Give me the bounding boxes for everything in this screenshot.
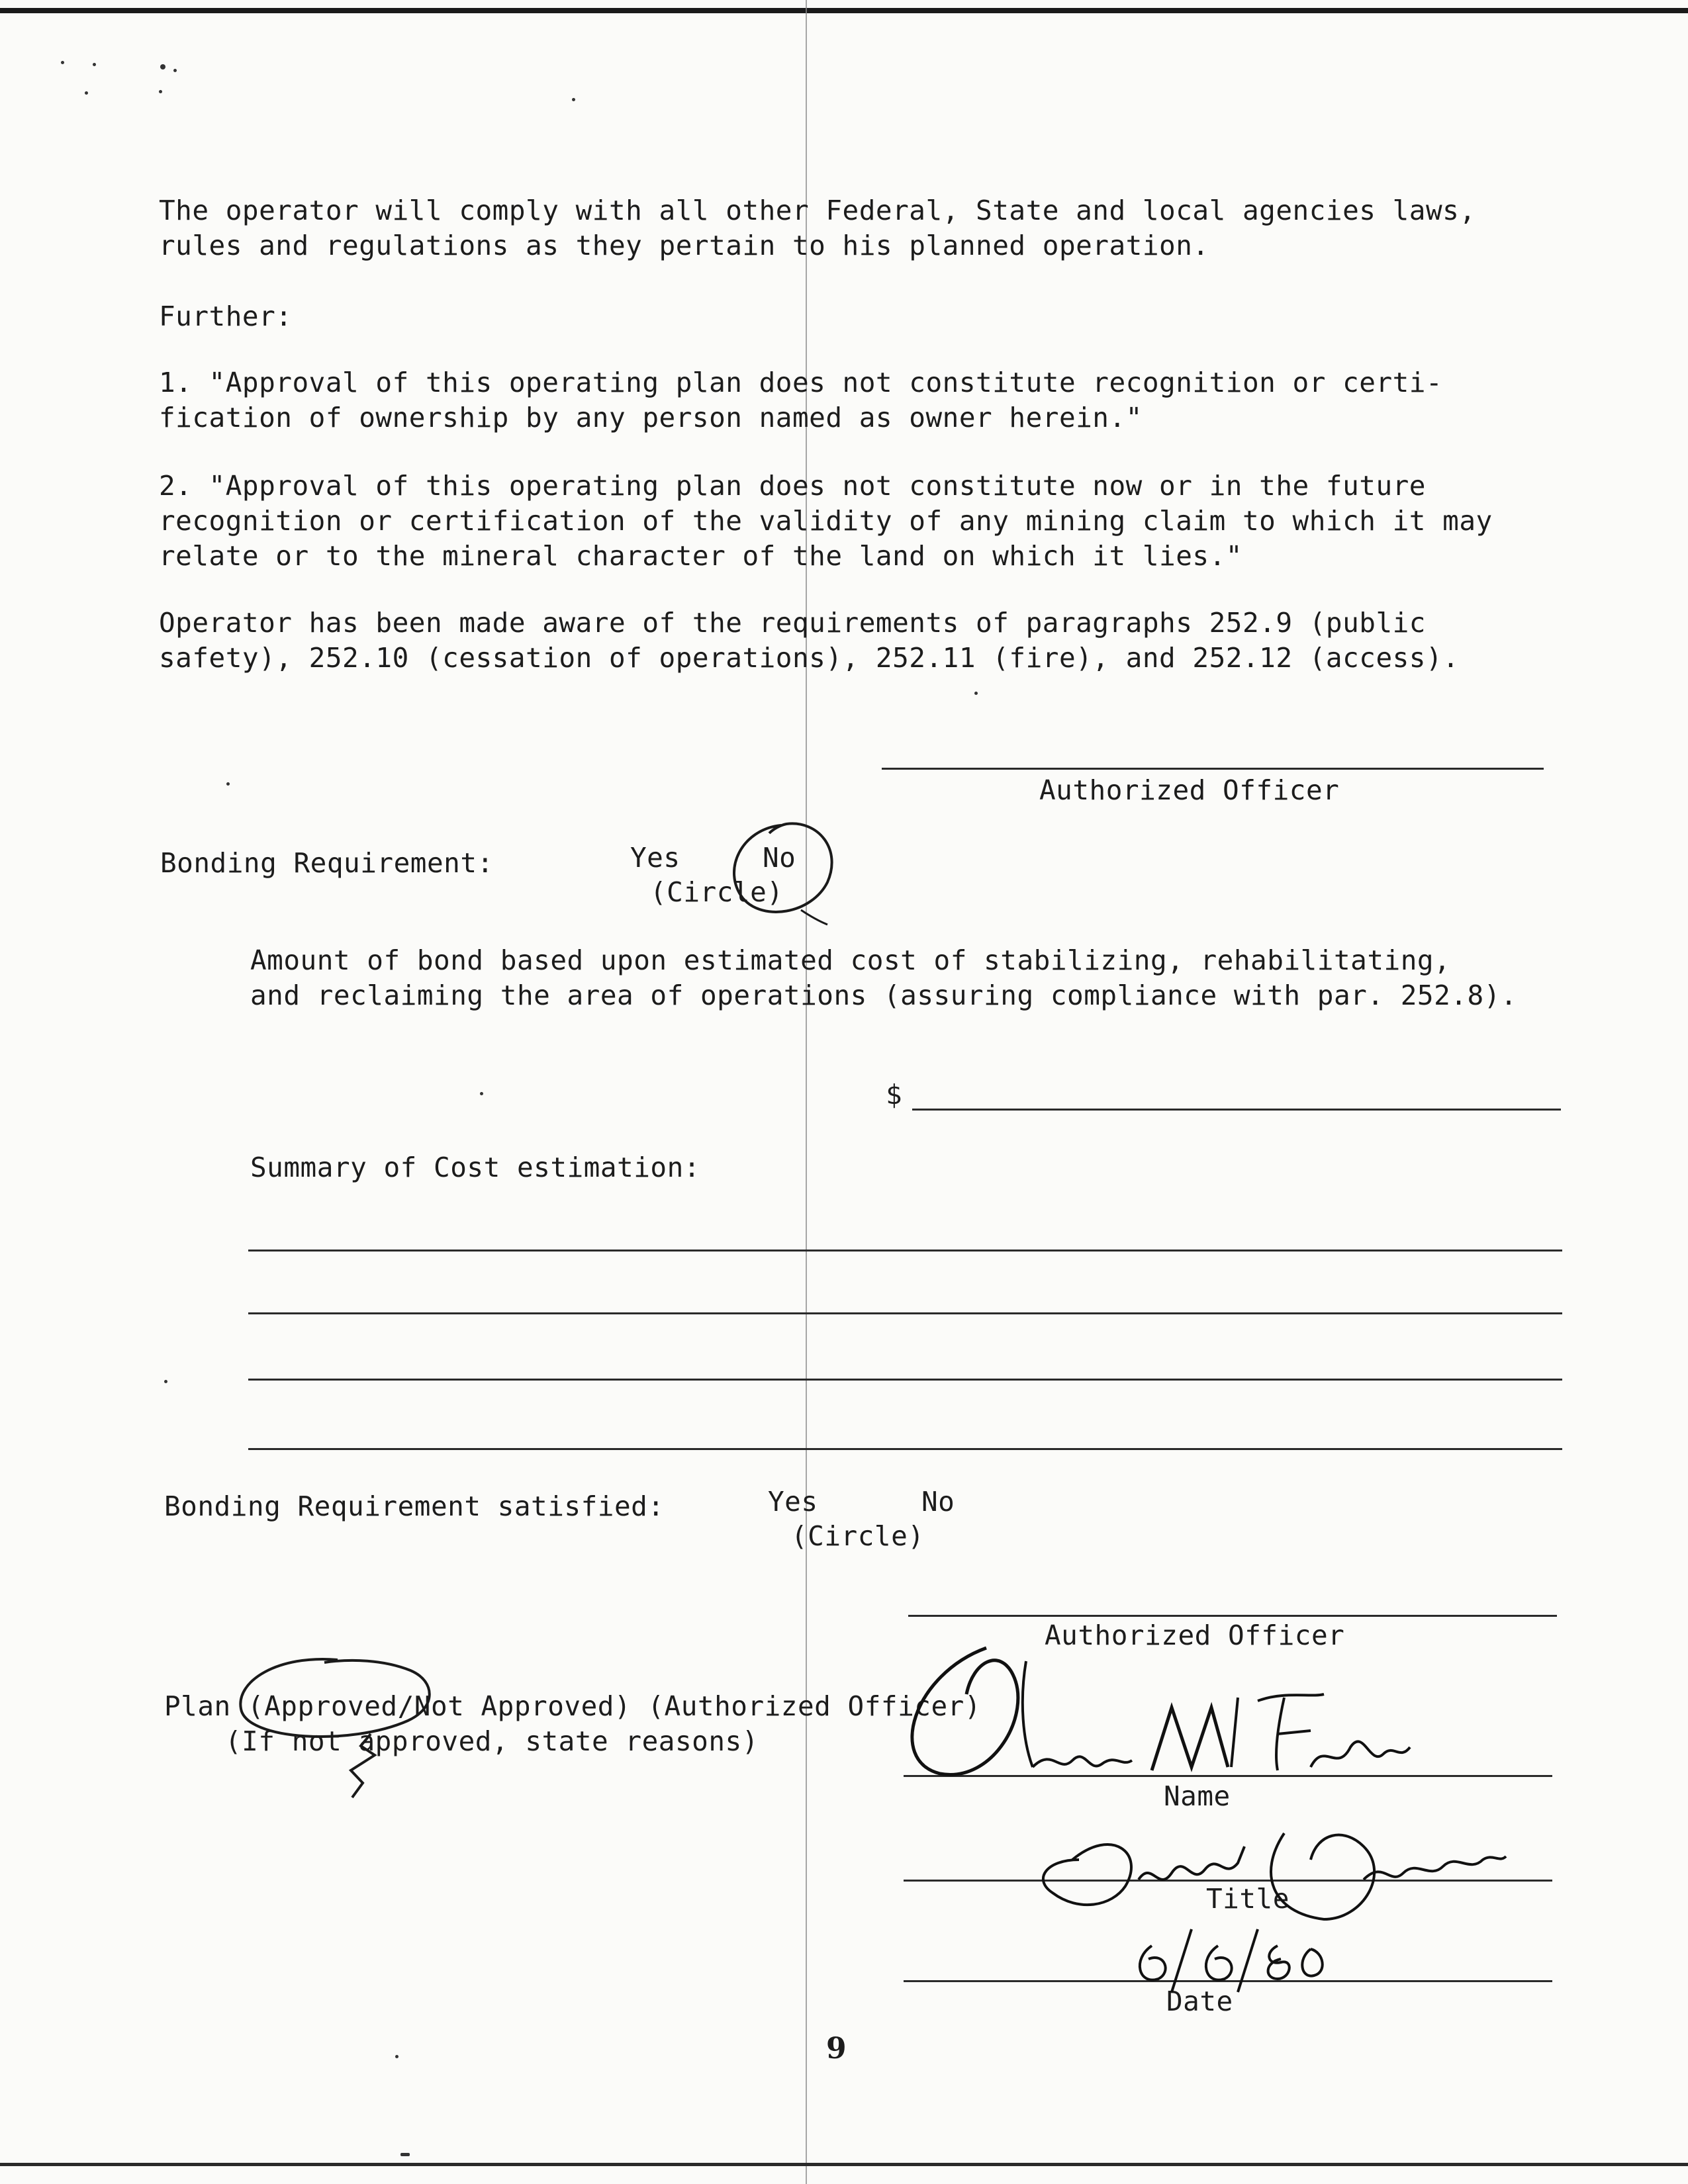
bonding-no-option[interactable]: No <box>763 842 796 874</box>
summary-line-1 <box>248 1250 1562 1251</box>
summary-line-3 <box>248 1379 1562 1381</box>
scan-speck <box>159 90 162 93</box>
compliance-line-2: rules and regulations as they pertain to his planned operation. <box>159 230 1209 261</box>
hand-drawn-circle-approved <box>218 1641 457 1813</box>
hand-drawn-circle-no <box>702 811 841 927</box>
page-number: 9 <box>826 2032 847 2066</box>
scan-speck <box>974 692 978 695</box>
dollar-sign: $ <box>886 1079 903 1111</box>
further-label: Further: <box>159 300 293 332</box>
date-caption: Date <box>1166 1985 1233 2017</box>
bonding-satisfied-label: Bonding Requirement satisfied: <box>164 1490 665 1522</box>
scan-speck <box>226 782 230 786</box>
title-caption: Title <box>1206 1883 1289 1915</box>
scan-speck <box>395 2055 399 2058</box>
satisfied-no-option[interactable]: No <box>921 1486 955 1518</box>
scan-speck <box>61 61 64 64</box>
plan-approval-line: Plan (Approved/Not Approved) (Authorized Officer) <box>164 1690 982 1722</box>
authorized-officer-caption: Authorized Officer <box>1039 774 1340 806</box>
item-2-line-1: 2. "Approval of this operating plan does not constitute now or in the future <box>159 470 1426 502</box>
bonding-yes-option[interactable]: Yes <box>630 842 680 874</box>
bonding-circle-hint: (Circle) <box>650 876 784 908</box>
name-caption: Name <box>1164 1780 1231 1812</box>
bond-amount-line-2: and reclaiming the area of operations (assuring compliance with par. 252.8). <box>250 979 1517 1011</box>
satisfied-circle-hint: (Circle) <box>791 1520 925 1552</box>
bottom-border <box>0 2163 1688 2166</box>
signature-line <box>908 1615 1557 1617</box>
item-2-line-2: recognition or certification of the validity of any mining claim to which it may <box>159 505 1493 537</box>
item-1-line-2: fication of ownership by any person named as owner herein." <box>159 402 1143 433</box>
scan-speck <box>85 91 88 95</box>
satisfied-yes-option[interactable]: Yes <box>768 1486 818 1518</box>
bonding-requirement-label: Bonding Requirement: <box>160 847 494 879</box>
item-2-line-3: relate or to the mineral character of the land on which it lies." <box>159 540 1243 572</box>
scan-speck <box>480 1092 483 1095</box>
summary-label: Summary of Cost estimation: <box>250 1152 700 1183</box>
bond-amount-line-1: Amount of bond based upon estimated cost of stabilizing, rehabilitating, <box>250 944 1451 976</box>
operator-aware-line-1: Operator has been made aware of the requirements of paragraphs 252.9 (public <box>159 607 1426 639</box>
authorized-officer-caption: Authorized Officer <box>1045 1619 1345 1651</box>
top-border <box>0 8 1688 13</box>
summary-line-4 <box>248 1448 1562 1450</box>
scan-speck <box>173 69 177 72</box>
scan-speck <box>93 63 96 66</box>
item-1-line-1: 1. "Approval of this operating plan does not constitute recognition or certi- <box>159 367 1443 398</box>
scan-speck <box>160 64 165 69</box>
scan-speck <box>164 1380 167 1383</box>
operator-aware-line-2: safety), 252.10 (cessation of operations), 252.11 (fire), and 252.12 (access). <box>159 642 1460 674</box>
fold-line <box>806 0 807 2184</box>
bond-amount-line <box>912 1109 1561 1111</box>
handwritten-signature <box>861 1635 1523 2005</box>
scan-speck <box>572 98 575 101</box>
signature-line <box>882 768 1544 770</box>
compliance-line-1: The operator will comply with all other Federal, State and local agencies laws, <box>159 195 1476 226</box>
scan-speck <box>400 2153 410 2156</box>
plan-reasons-note: (If not approved, state reasons) <box>225 1725 759 1757</box>
summary-line-2 <box>248 1312 1562 1314</box>
